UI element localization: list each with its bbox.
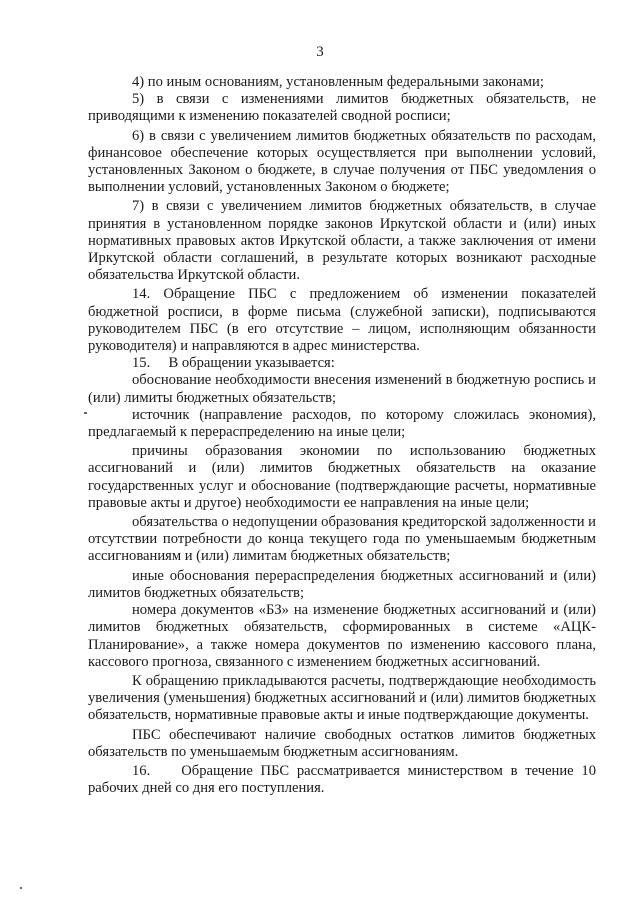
paragraph-savings-reasons: причины образования экономии по использованию бюджетных ассигнований и (или) лимитов бюджетных обязательств на оказание государственных услуг и обоснование (подтверждающие расчеты, нормативные правовые акты и другое) необходимости ее направления на иные цели; <box>88 443 596 511</box>
document-body <box>88 74 600 797</box>
paragraph-other-justifications: иные обоснования перераспределения бюджетных ассигнований и (или) лимитов бюджетных обязательств; <box>88 567 596 601</box>
paragraph-clause-14: 14. Обращение ПБС с предложением об изменении показателей бюджетной росписи, в форме письма (служебной записки), подписываются руководителем ПБС (в его отсутствие – лицом, исполняющим обязанности руководителя) и направляются в адрес министерства. <box>88 286 596 355</box>
paragraph-free-balances: ПБС обеспечивают наличие свободных остатков лимитов бюджетных обязательств по уменьшаемым бюджетным ассигнованиям. <box>88 726 596 760</box>
paragraph-attachments: К обращению прикладываются расчеты, подтверждающие необходимость увеличения (уменьшения) бюджетных ассигнований и (или) лимитов бюджетных обязательств, нормативные правовые акты и иные подтверждающие документы. <box>88 672 596 724</box>
paragraph-item-6: 6) в связи с увеличением лимитов бюджетных обязательств по расходам, финансовое обеспечение которых осуществляется при выполнении условий, установленных Законом о бюджете, в случае получения от ПБС уведомления о выполнении условий, установленных Законом о бюджете; <box>88 127 596 196</box>
paragraph-justification: обоснование необходимости внесения изменений в бюджетную роспись и (или) лимиты бюджетных обязательств; <box>88 372 596 406</box>
paragraph-item-5: 5) в связи с изменениями лимитов бюджетных обязательств, не приводящими к изменению показателей сводной росписи; <box>88 91 596 125</box>
scan-speck <box>20 887 22 889</box>
paragraph-clause-16: 16. Обращение ПБС рассматривается министерством в течение 10 рабочих дней со дня его поступления. <box>88 762 600 797</box>
paragraph-document-numbers: номера документов «БЗ» на изменение бюджетных ассигнований и (или) лимитов бюджетных обязательств, сформированных в системе «АЦК-Планирование», а также номера документов по изменению кассового плана, кассового прогноза, связанного с изменением бюджетных ассигнований. <box>88 602 596 670</box>
paragraph-item-7: 7) в связи с увеличением лимитов бюджетных обязательств, в случае принятия в установленном порядке законов Иркутской области и (или) иных нормативных правовых актов Иркутской области, а также заключения от имени Иркутской области соглашений, в результате которых возникают расходные обязательства Иркутской области. <box>88 198 596 284</box>
paragraph-item-4: 4) по иным основаниям, установленным федеральными законами; <box>132 74 544 90</box>
paragraph-source: источник (направление расходов, по которому сложилась экономия), предлагаемый к перераспределению на иные цели; <box>88 406 596 441</box>
paragraph-obligations: обязательства о недопущении образования кредиторской задолженности и отсутствии потребности до конца текущего года по уменьшаемым бюджетным ассигнованиям и (или) лимитам бюджетных обязательств; <box>88 514 596 565</box>
scan-speck <box>84 412 87 414</box>
paragraph-clause-15: 15. В обращении указывается: <box>132 355 335 372</box>
page-number: 3 <box>316 44 324 60</box>
